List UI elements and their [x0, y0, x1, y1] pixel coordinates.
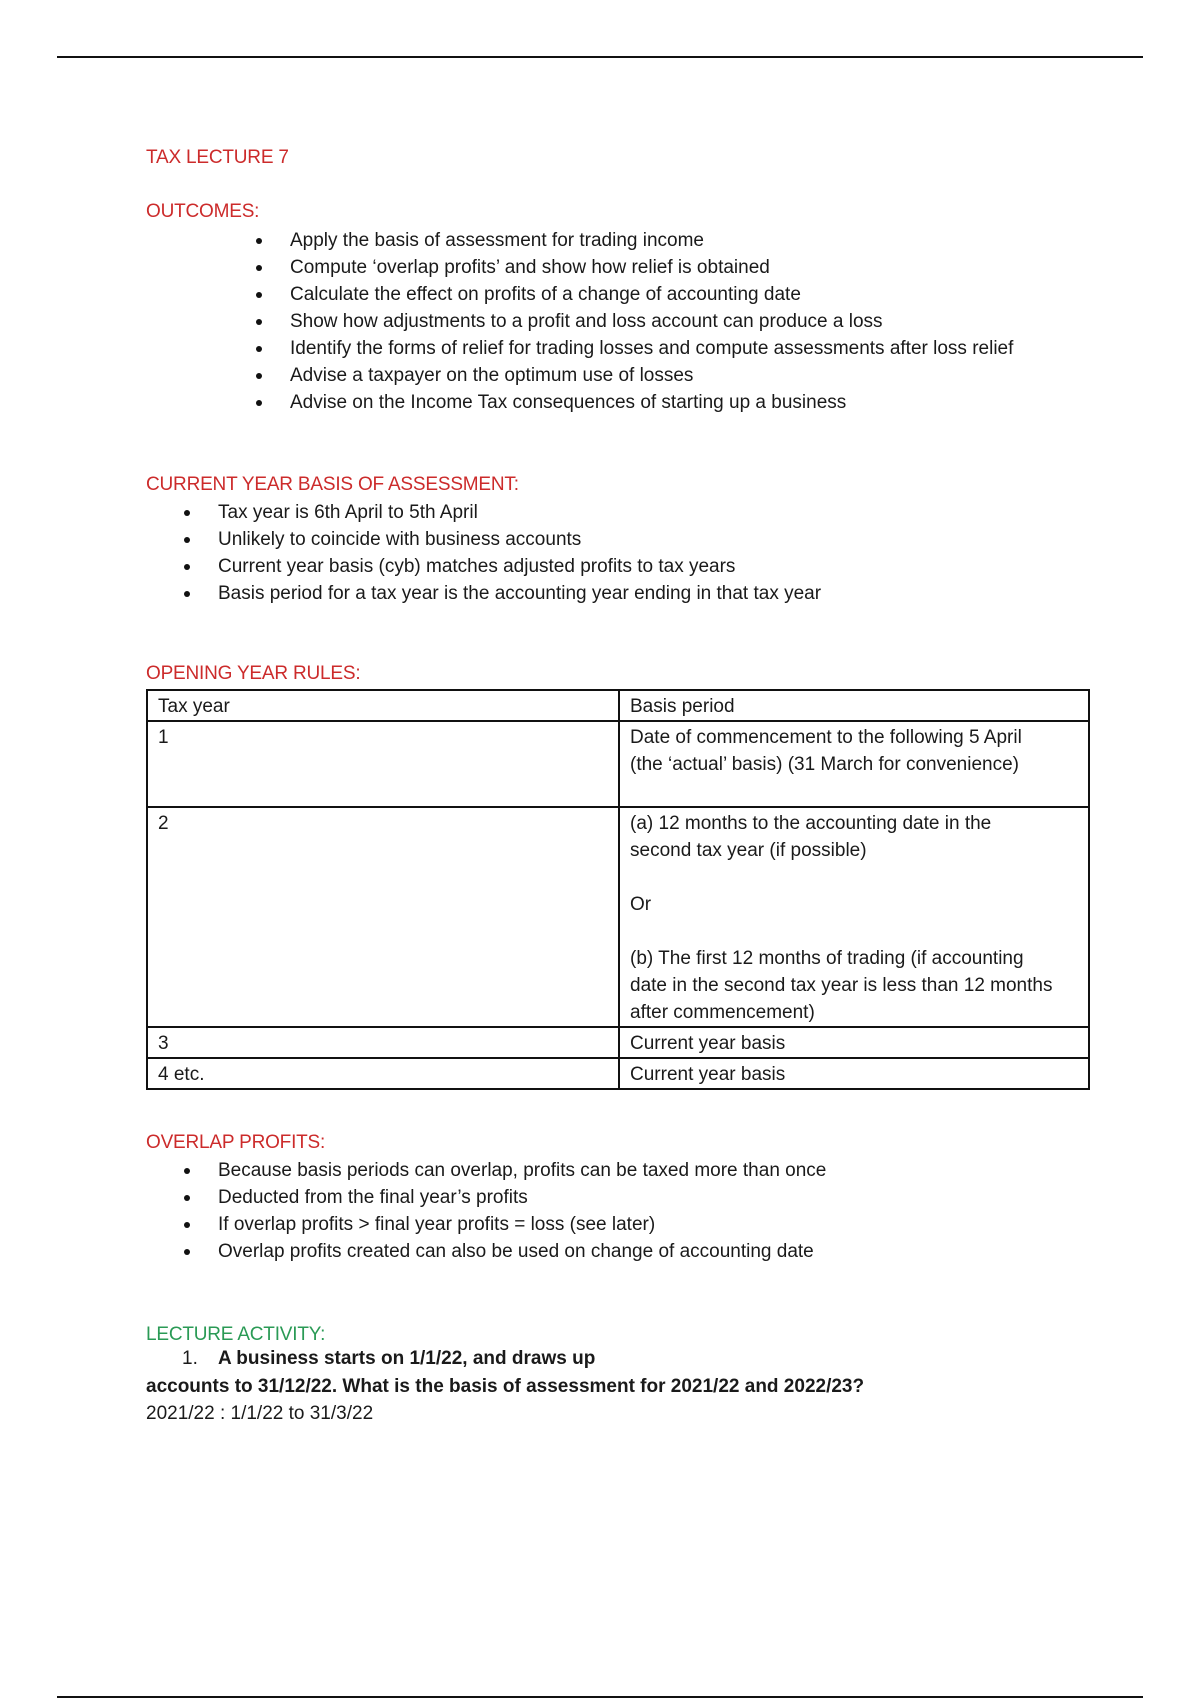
list-item: Basis period for a tax year is the accounting year ending in that tax year — [218, 580, 821, 607]
cell-tax-year: 3 — [147, 1027, 619, 1058]
cell-tax-year: 2 — [147, 807, 619, 1027]
outcomes-list — [290, 227, 1013, 416]
list-item: Apply the basis of assessment for trading income — [290, 227, 1013, 254]
table-header-row — [147, 690, 1089, 721]
cell-basis-period: Current year basis — [619, 1058, 1089, 1089]
basis-line: (the ‘actual’ basis) (31 March for convenience) — [630, 754, 1019, 775]
table-row — [147, 807, 1089, 1027]
activity-question-number: 1. — [182, 1348, 198, 1369]
list-item: Advise a taxpayer on the optimum use of losses — [290, 362, 1013, 389]
list-item: Because basis periods can overlap, profits can be taxed more than once — [218, 1157, 826, 1184]
list-item: Tax year is 6th April to 5th April — [218, 499, 821, 526]
cell-basis-period — [619, 807, 1089, 1027]
page-title: TAX LECTURE 7 — [146, 147, 289, 168]
cyb-heading: CURRENT YEAR BASIS OF ASSESSMENT: — [146, 474, 519, 495]
list-item: Calculate the effect on profits of a change of accounting date — [290, 281, 1013, 308]
spacer — [630, 918, 1080, 945]
list-item: If overlap profits > final year profits = loss (see later) — [218, 1211, 826, 1238]
opening-heading: OPENING YEAR RULES: — [146, 663, 361, 684]
activity-question-line1: A business starts on 1/1/22, and draws up — [218, 1348, 596, 1369]
basis-line: (a) 12 months to the accounting date in the — [630, 813, 992, 834]
basis-or: Or — [630, 894, 652, 915]
cyb-list — [218, 499, 821, 607]
list-item: Compute ‘overlap profits’ and show how relief is obtained — [290, 254, 1013, 281]
basis-line: date in the second tax year is less than 12 months — [630, 975, 1053, 996]
column-header-basis-period: Basis period — [619, 690, 1089, 721]
basis-line: (b) The first 12 months of trading (if accounting — [630, 948, 1024, 969]
basis-line: after commencement) — [630, 1002, 815, 1023]
outcomes-heading: OUTCOMES: — [146, 201, 260, 222]
opening-year-table — [146, 689, 1090, 1090]
cell-basis-period — [619, 721, 1089, 807]
activity-answer: 2021/22 : 1/1/22 to 31/3/22 — [146, 1403, 374, 1424]
list-item: Deducted from the final year’s profits — [218, 1184, 826, 1211]
activity-heading: LECTURE ACTIVITY: — [146, 1324, 326, 1345]
table-row — [147, 721, 1089, 807]
activity-question-line2: accounts to 31/12/22. What is the basis of assessment for 2021/22 and 2022/23? — [146, 1376, 865, 1397]
overlap-list — [218, 1157, 826, 1265]
basis-line: second tax year (if possible) — [630, 840, 867, 861]
list-item: Unlikely to coincide with business accounts — [218, 526, 821, 553]
list-item: Advise on the Income Tax consequences of starting up a business — [290, 389, 1013, 416]
header-rule — [57, 56, 1143, 58]
cell-basis-period: Current year basis — [619, 1027, 1089, 1058]
list-item: Show how adjustments to a profit and loss account can produce a loss — [290, 308, 1013, 335]
list-item: Overlap profits created can also be used on change of accounting date — [218, 1238, 826, 1265]
list-item: Identify the forms of relief for trading losses and compute assessments after loss relief — [290, 335, 1013, 362]
overlap-heading: OVERLAP PROFITS: — [146, 1132, 326, 1153]
spacer — [630, 864, 1080, 891]
table-row — [147, 1027, 1089, 1058]
column-header-tax-year: Tax year — [147, 690, 619, 721]
footer-rule — [57, 1696, 1143, 1698]
basis-line: Date of commencement to the following 5 April — [630, 727, 1022, 748]
list-item: Current year basis (cyb) matches adjusted profits to tax years — [218, 553, 821, 580]
table-row — [147, 1058, 1089, 1089]
cell-tax-year: 4 etc. — [147, 1058, 619, 1089]
cell-tax-year: 1 — [147, 721, 619, 807]
